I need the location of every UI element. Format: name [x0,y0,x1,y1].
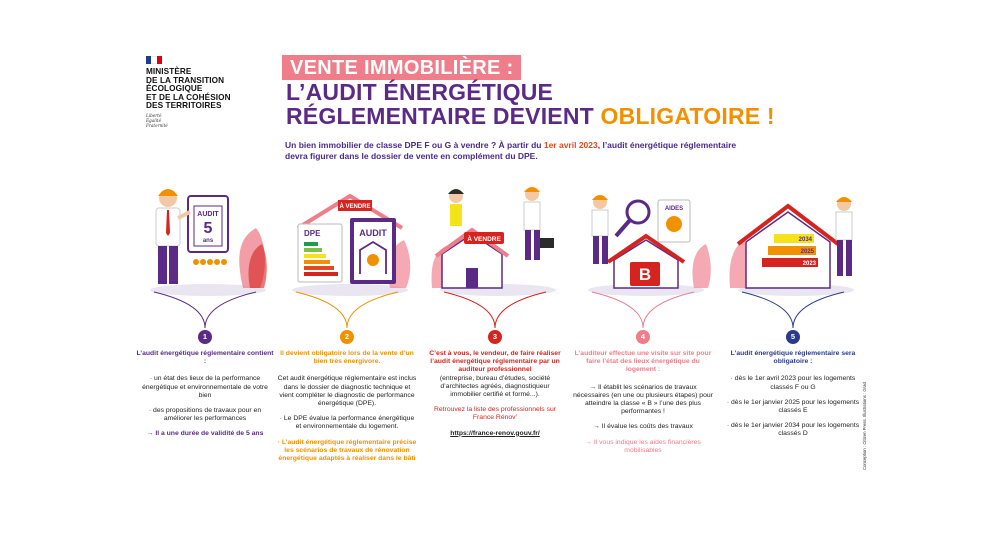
dpe-label: DPE [304,229,321,238]
audit-years: 5 [203,220,213,237]
title-line-2: RÉGLEMENTAIRE DEVIENT OBLIGATOIRE ! [286,103,775,129]
title-line-1: L’AUDIT ÉNERGÉTIQUE [286,79,554,105]
step-paragraph: · Le DPE évalue la performance énergétique et environnementale du logement. [279,415,415,431]
class-b-label: B [638,265,652,284]
step-paragraph: Cet audit énergétique réglementaire est inclus dans le dossier de diagnostic technique et vient compléter le diagnostic de performance énergétique (DPE). [277,375,417,408]
step-number-badge: 3 [488,330,502,344]
step-3 [425,330,565,445]
step-lead: C’est à vous, le vendeur, de faire réaliser l’audit énergétique réglementaire par un auditeur professionnel [429,350,561,374]
year-2023: 2023 [802,261,816,267]
dpe-audit-illustration [280,178,420,298]
connector-2 [292,288,402,332]
vendre-sign-label: À VENDRE [339,204,371,210]
audit-years-unit: ans [202,238,214,244]
step-lead: Il devient obligatoire lors de la vente d’un bien très énergivore. [280,350,414,366]
republic-motto: Liberté Égalité Fraternité [146,112,168,128]
intro-date: 1er avril 2023 [543,140,598,150]
step-paragraph: → Il évalue les coûts des travaux [593,423,693,431]
step-paragraph: · dès le 1er avril 2023 pour les logements classés F ou G [730,375,856,391]
audit-panel-label: AUDIT [359,228,387,238]
step-number-badge: 1 [198,330,212,344]
step-emphasis: · L’audit énergétique réglementaire précise les scénarios de travaux de rénovation énergétique adaptés à réaliser dans le bâti [277,438,417,463]
step-4 [573,330,713,462]
ministry-logo [146,56,256,128]
aides-label: AIDES [664,206,684,212]
step-paragraph: (entreprise, bureau d’études, société d’architectes agréés, diagnostiqueur immobilier certifié et formé...). [439,374,551,399]
vendre-sign2-label: À VENDRE [467,236,501,243]
connector-1 [150,288,260,332]
credit-line: Conception : Citizen Press. Illustrations : Grad [862,382,867,470]
step-number-badge: 4 [636,330,650,344]
step-5 [723,330,863,446]
step-lead: L’auditeur effectue une visite sur site pour faire l’état des lieux énergétique du logement : [574,350,712,374]
intro-text: Un bien immobilier de classe DPE F ou G à vendre ? À partir du 1er avril 2023, l’audit énergétique réglementaire devra figurer dans le dossier de vente en complément du DPE. [285,140,737,161]
step-paragraph: · dès le 1er janvier 2034 pour les logements classés D [726,422,860,438]
step-paragraph: → Il établit les scénarios de travaux nécessaires (en une ou plusieurs étapes) pour atteindre la classe « B » l’une des plus performantes ! [573,383,713,416]
step-emphasis: Retrouvez la liste des professionnels sur France Rénov’ [433,406,557,422]
ministry-name: MINISTÈRE DE LA TRANSITION ÉCOLOGIQUE ET DE LA COHÉSION DES TERRITOIRES [146,67,231,111]
title-accent: OBLIGATOIRE ! [600,103,775,129]
step-paragraph: · un état des lieux de la performance énergétique et environnementale de votre bien [142,375,268,399]
step-paragraph: · dès le 1er janvier 2025 pour les logements classés E [726,398,860,415]
auditor-inspection-illustration [576,178,716,298]
year-2025: 2025 [800,249,814,255]
step-number-badge: 5 [786,330,800,344]
house-deadlines-illustration [726,178,866,298]
page-title [282,55,775,128]
step-emphasis: → Il a une durée de validité de 5 ans [146,430,264,438]
connector-4 [588,288,698,332]
connector-3 [440,288,550,332]
step-2 [277,330,417,470]
step-number-badge: 2 [340,330,354,344]
year-2034: 2034 [798,237,812,243]
audit-sign-label: AUDIT [197,211,219,218]
french-flag-icon [146,56,162,64]
title-kicker: VENTE IMMOBILIÈRE : [282,55,521,80]
connector-5 [738,288,848,332]
auditor-audit-sign-illustration [138,178,278,298]
step-emphasis: → Il vous indique les aides financières mobilisables [585,438,701,454]
step-lead: L’audit énergétique réglementaire sera obligatoire : [730,350,856,366]
step-1 [135,330,275,446]
france-renov-link[interactable]: https://france-renov.gouv.fr/ [450,429,540,437]
house-for-sale-illustration [428,178,568,298]
step-lead: L’audit énergétique réglementaire contient : [136,350,274,366]
step-paragraph: · des propositions de travaux pour en améliorer les performances [148,407,262,423]
